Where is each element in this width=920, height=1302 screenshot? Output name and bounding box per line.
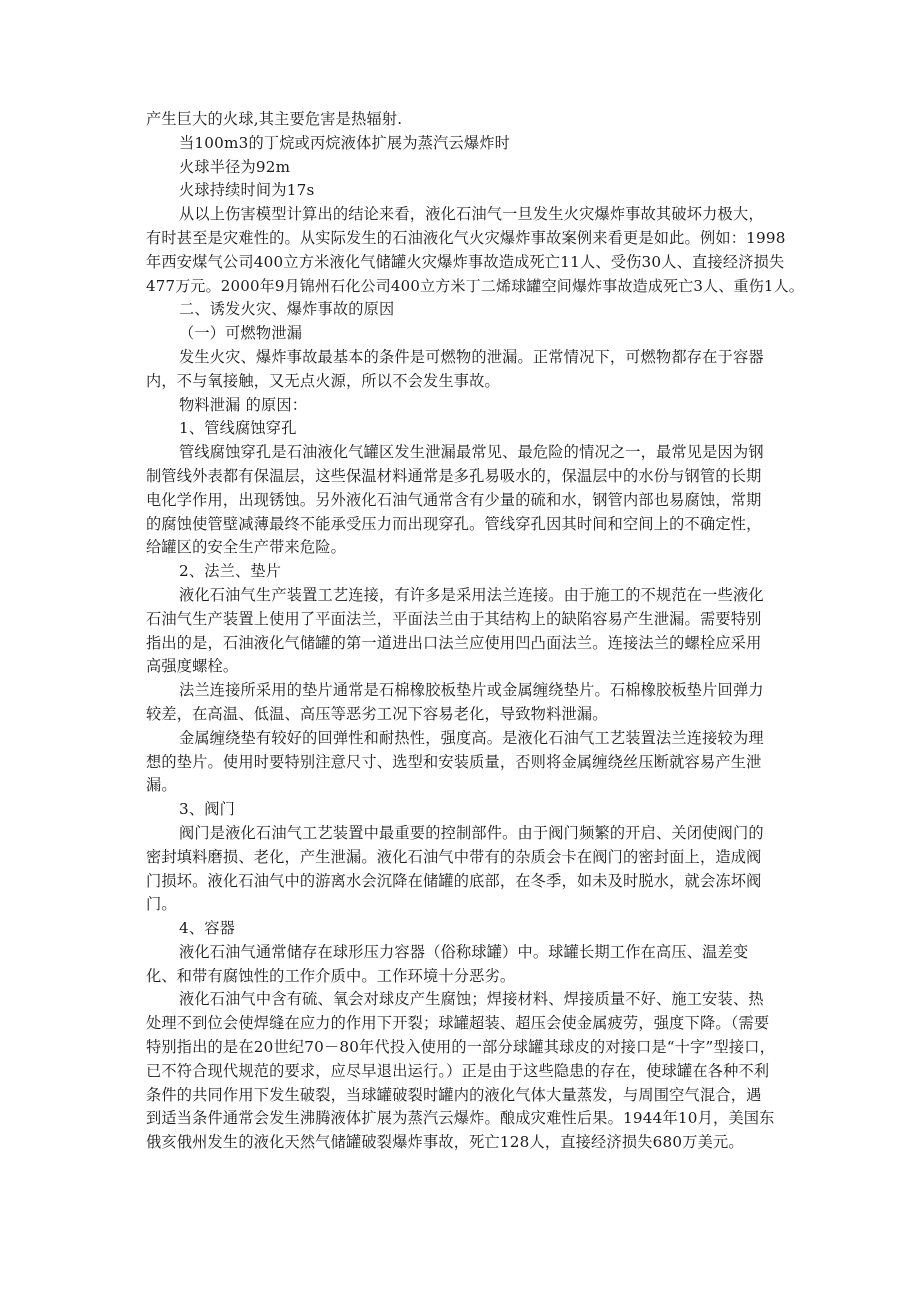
text-line: 条件的共同作用下发生破裂，当球罐破裂时罐内的液化气体大量蒸发，与周围空气混合，遇	[146, 1085, 762, 1104]
text-line: 特别指出的是在20世纪70－80年代投入使用的一部分球罐其球皮的对接口是“十字”型接口，	[146, 1038, 776, 1057]
text-line: 管线腐蚀穿孔是石油液化气罐区发生泄漏最常见、最危险的情况之一，最常见是因为钢	[179, 443, 764, 462]
text-line: 液化石油气生产装置工艺连接，有许多是采用法兰连接。由于施工的不规范在一些液化	[179, 585, 764, 604]
text-line: 物料泄漏 的原因：	[179, 395, 308, 414]
text-line: 漏。	[146, 776, 177, 795]
text-line: 密封填料磨损、老化，产生泄漏。液化石油气中带有的杂质会卡在阀门的密封面上，造成阀	[146, 847, 762, 866]
text-line: 1、管线腐蚀穿孔	[179, 419, 297, 438]
text-line: 较差，在高温、低温、高压等恶劣工况下容易老化，导致物料泄漏。	[146, 704, 608, 723]
text-line: 年西安煤气公司400立方米液化气储罐火灾爆炸事故造成死亡11人、受伤30人、直接经济损失	[146, 252, 785, 271]
text-line: 内，不与氧接触，又无点火源，所以不会发生事故。	[146, 371, 500, 390]
text-line: （一）可燃物泄漏	[179, 324, 303, 343]
text-line: 电化学作用，出现锈蚀。另外液化石油气通常含有少量的硫和水，钢管内部也易腐蚀，常期	[146, 490, 762, 509]
text-line: 3、阀门	[179, 800, 236, 819]
text-line: 已不符合现代规范的要求，应尽早退出运行。）正是由于这些隐患的存在，使球罐在各种不利	[146, 1061, 770, 1080]
text-line: 产生巨大的火球,其主要危害是热辐射.	[146, 110, 403, 128]
text-line: 4、容器	[179, 919, 236, 938]
text-line: 阀门是液化石油气工艺装置中最重要的控制部件。由于阀门频繁的开启、关闭使阀门的	[179, 823, 764, 842]
text-line: 制管线外表都有保温层，这些保温材料通常是多孔易吸水的，保温层中的水份与钢管的长期	[146, 466, 762, 485]
text-line: 有时甚至是灾难性的。从实际发生的石油液化气火灾爆炸事故案例来看更是如此。例如：1998	[146, 228, 786, 247]
text-line: 火球持续时间为17s	[179, 181, 315, 200]
text-line: 火球半径为92m	[179, 157, 291, 176]
text-line: 化、和带有腐蚀性的工作介质中。工作环境十分恶劣。	[146, 966, 516, 985]
text-line: 2、法兰、垫片	[179, 562, 282, 581]
text-line: 到适当条件通常会发生沸腾液体扩展为蒸汽云爆炸。酿成灾难性后果。1944年10月，美国东	[146, 1109, 775, 1128]
text-line: 石油气生产装置上使用了平面法兰，平面法兰由于其结构上的缺陷容易产生泄漏。需要特别	[146, 609, 762, 628]
text-line: 二、诱发火灾、爆炸事故的原因	[179, 300, 395, 319]
text-line: 液化石油气中含有硫、氧会对球皮产生腐蚀；焊接材料、焊接质量不好、施工安装、热	[179, 990, 764, 1009]
text-line: 477万元。2000年9月锦州石化公司400立方米丁二烯球罐空间爆炸事故造成死亡3人、重伤1人。	[146, 276, 804, 295]
text-line: 想的垫片。使用时要特别注意尺寸、选型和安装质量，否则将金属缠绕丝压断就容易产生泄	[146, 752, 762, 771]
text-line: 给罐区的安全生产带来危险。	[146, 538, 347, 557]
text-line: 俄亥俄州发生的液化天然气储罐破裂爆炸事故，死亡128人，直接经济损失680万美元。	[146, 1133, 744, 1152]
text-line: 从以上伤害模型计算出的结论来看，液化石油气一旦发生火灾爆炸事故其破坏力极大，	[179, 205, 764, 224]
text-line: 法兰连接所采用的垫片通常是石棉橡胶板垫片或金属缠绕垫片。石棉橡胶板垫片回弹力	[179, 681, 764, 700]
text-line: 发生火灾、爆炸事故最基本的条件是可燃物的泄漏。正常情况下，可燃物都存在于容器	[179, 347, 764, 366]
text-line: 指出的是，石油液化气储罐的第一道进出口法兰应使用凹凸面法兰。连接法兰的螺栓应采用	[146, 633, 762, 652]
text-line: 当100m3的丁烷或丙烷液体扩展为蒸汽云爆炸时	[179, 133, 511, 152]
text-line: 金属缠绕垫有较好的回弹性和耐热性，强度高。是液化石油气工艺装置法兰连接较为理	[179, 728, 764, 747]
text-line: 门损坏。液化石油气中的游离水会沉降在储罐的底部，在冬季，如未及时脱水，就会冻坏阀	[146, 871, 762, 890]
text-line: 门。	[146, 895, 177, 914]
document-body	[146, 108, 804, 1155]
text-line: 液化石油气通常储存在球形压力容器（俗称球罐）中。球罐长期工作在高压、温差变	[179, 942, 749, 961]
text-line: 处理不到位会使焊缝在应力的作用下开裂；球罐超装、超压会使金属疲劳，强度下降。（需要	[146, 1014, 770, 1033]
text-line: 高强度螺栓。	[146, 657, 239, 676]
text-line: 的腐蚀使管壁减薄最终不能承受压力而出现穿孔。管线穿孔因其时间和空间上的不确定性，	[146, 514, 762, 533]
